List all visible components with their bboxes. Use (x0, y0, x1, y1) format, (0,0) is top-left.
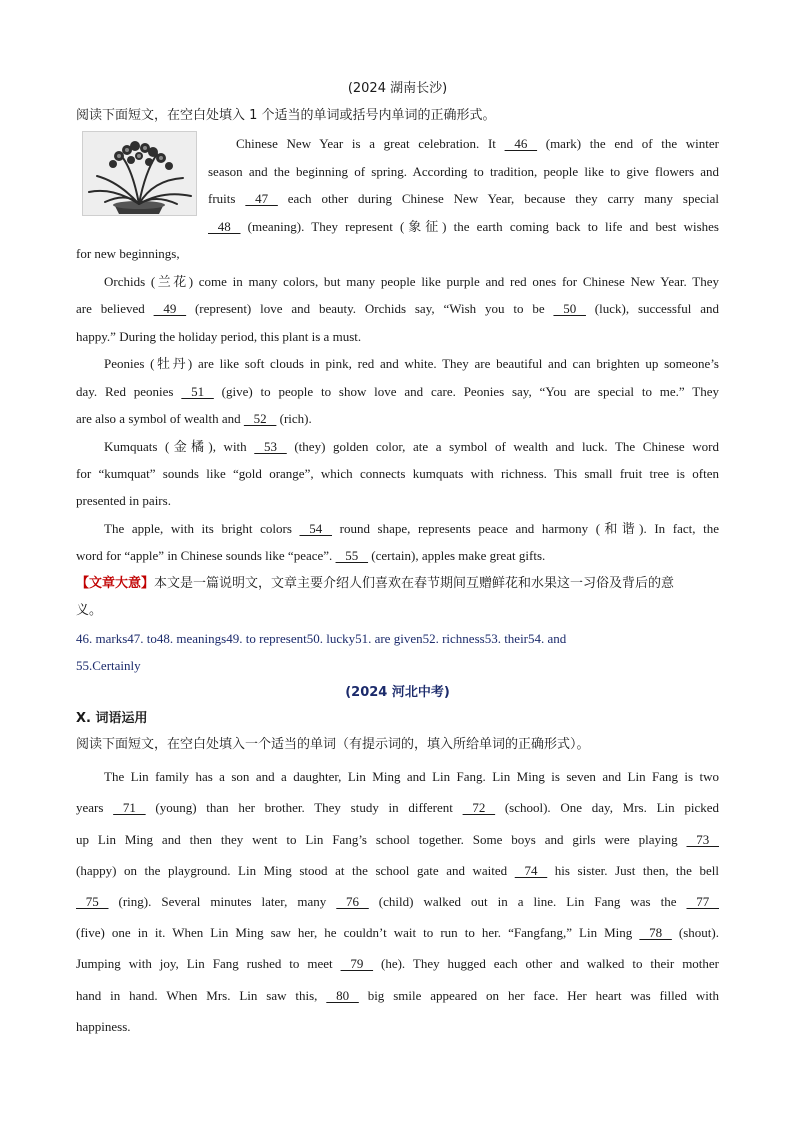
blank-75[interactable]: 75 (76, 894, 109, 909)
s1-line-14: presented in pairs. (76, 493, 171, 508)
s2-line-9: happiness. (76, 1019, 131, 1034)
blank-78[interactable]: 78 (639, 925, 672, 940)
section-2-heading: X. 词语运用 (76, 711, 148, 726)
section-1-title: (2024 湖南长沙) (347, 81, 448, 96)
s1-line-13: for “kumquat” sounds like “gold orange”, which connects kumquats with richness. This small fruit tree is often (76, 466, 719, 481)
orchid-image (82, 131, 197, 216)
blank-55[interactable]: 55 (335, 548, 369, 563)
s2-line-1: The Lin family has a son and a daughter, Lin Ming and Lin Fang. Lin Ming is seven and Lin Fang is two (104, 769, 719, 784)
summary-tag: 【文章大意】 (76, 576, 155, 591)
blank-49[interactable]: 49 (153, 301, 187, 316)
s1-line-15: The apple, with its bright colors 54 round shape, represents peace and harmony (和谐). In fact, the (104, 521, 719, 536)
blank-76[interactable]: 76 (336, 894, 369, 909)
blank-79[interactable]: 79 (340, 956, 374, 971)
s1-line-3: fruits 47 each other during Chinese New Year, because they carry many special (208, 191, 719, 206)
s1-line-11: are also a symbol of wealth and 52 (rich). (76, 411, 312, 426)
blank-74[interactable]: 74 (514, 863, 548, 878)
answer-key-line-1: 46. marks47. to48. meanings49. to represent50. lucky51. are given52. richness53. their54. and (76, 631, 567, 646)
s1-line-12: Kumquats (金橘), with 53 (they) golden color, ate a symbol of wealth and luck. The Chinese word (104, 439, 719, 454)
summary-line-1: 【文章大意】本文是一篇说明文，文章主要介绍人们喜欢在春节期间互赠鲜花和水果这一习俗及背后的意 (76, 576, 675, 591)
blank-71[interactable]: 71 (113, 800, 146, 815)
s1-line-4: 48 (meaning). They represent (象征) the earth coming back to life and best wishes (208, 219, 719, 234)
blank-53[interactable]: 53 (254, 439, 287, 454)
blank-48[interactable]: 48 (208, 219, 241, 234)
s2-line-7: Jumping with joy, Lin Fang rushed to meet 79 (he). They hugged each other and walked to their mother (76, 956, 720, 971)
blank-52[interactable]: 52 (243, 411, 277, 426)
s2-line-5: 75 (ring). Several minutes later, many 76 (child) walked out in a line. Lin Fang was the 77 (76, 894, 719, 909)
s2-line-4: (happy) on the playground. Lin Ming stood at the school gate and waited 74 his sister. Just then, the bell (76, 863, 719, 878)
blank-47[interactable]: 47 (245, 191, 278, 206)
blank-77[interactable]: 77 (686, 894, 719, 909)
s1-line-5: for new beginnings, (76, 246, 180, 261)
blank-80[interactable]: 80 (326, 988, 359, 1003)
s1-line-8: happy.” During the holiday period, this plant is a must. (76, 329, 362, 344)
blank-46[interactable]: 46 (504, 136, 538, 151)
blank-50[interactable]: 50 (553, 301, 586, 316)
s1-line-2: season and the beginning of spring. According to tradition, people like to give flowers and (208, 164, 719, 179)
s1-line-9: Peonies (牡丹) are like soft clouds in pink, red and white. They are beautiful and can brighten up someone’s (104, 356, 719, 371)
blank-51[interactable]: 51 (181, 384, 214, 399)
section-2-instruction: 阅读下面短文，在空白处填入一个适当的单词（有提示词的，填入所给单词的正确形式）。 (76, 737, 590, 752)
section-2-title: (2024 河北中考) (345, 685, 450, 700)
s1-line-7: are believed 49 (represent) love and beauty. Orchids say, “Wish you to be 50 (luck), successful and (76, 301, 719, 316)
s1-line-16: word for “apple” in Chinese sounds like “peace”. 55 (certain), apples make great gifts. (76, 548, 546, 563)
s1-line-1: Chinese New Year is a great celebration. It 46 (mark) the end of the winter (236, 136, 719, 151)
blank-73[interactable]: 73 (686, 832, 719, 847)
s1-line-6: Orchids (兰花) come in many colors, but many people like purple and red ones for Chinese New Year. They (104, 274, 719, 289)
s2-line-2: years 71 (young) than her brother. They study in different 72 (school). One day, Mrs. Lin picked (76, 800, 719, 815)
blank-54[interactable]: 54 (299, 521, 332, 536)
blank-72[interactable]: 72 (462, 800, 496, 815)
s2-line-3: up Lin Ming and then they went to Lin Fang’s school together. Some boys and girls were playing 73 (76, 832, 719, 847)
s1-line-10: day. Red peonies 51 (give) to people to show love and care. Peonies say, “You are special to me.” They (76, 384, 720, 399)
answer-key-line-2: 55.Certainly (76, 658, 141, 673)
s2-line-8: hand in hand. When Mrs. Lin saw this, 80 big smile appeared on her face. Her heart was filled with (76, 988, 719, 1003)
summary-line-2: 义。 (76, 603, 103, 618)
s2-line-6: (five) one in it. When Lin Ming saw her, he couldn’t wait to run to her. “Fangfang,” Lin Ming 78 (shout). (76, 925, 719, 940)
section-1-instruction: 阅读下面短文，在空白处填入 1 个适当的单词或括号内单词的正确形式。 (76, 108, 496, 123)
